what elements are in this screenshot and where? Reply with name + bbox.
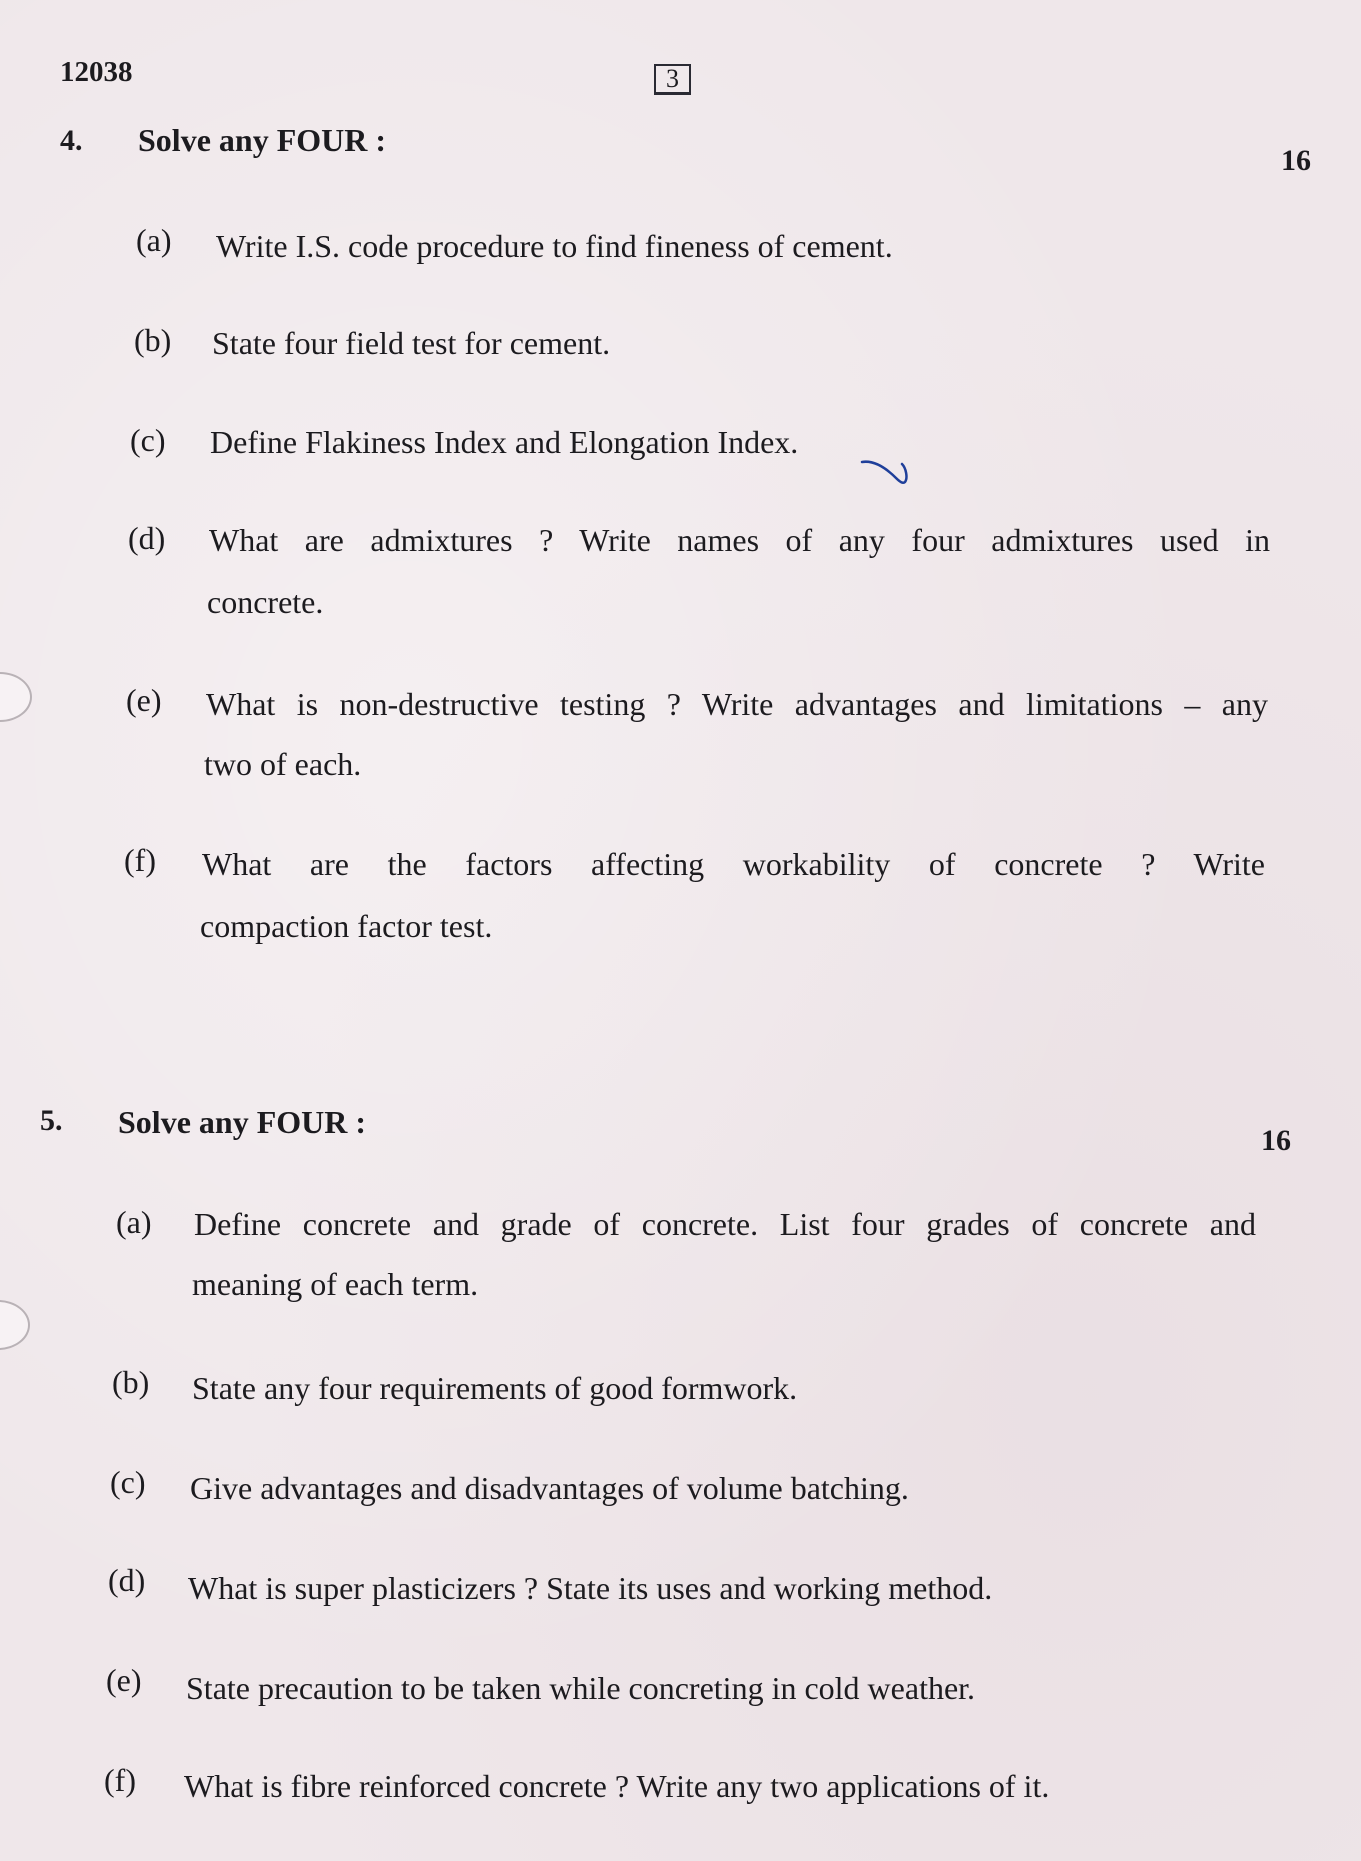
q4d-label: (d): [128, 520, 166, 556]
question-4-number: 4.: [60, 124, 83, 157]
q5c-text: Give advantages and disadvantages of volume batching.: [190, 1470, 909, 1506]
pen-check-mark: [860, 448, 920, 488]
q4b-text: State four field test for cement.: [212, 325, 611, 361]
q5a-label: (a): [116, 1204, 152, 1240]
q4f-line2: compaction factor test.: [200, 908, 493, 944]
q5a-line2: meaning of each term.: [192, 1266, 479, 1302]
question-5-number: 5.: [40, 1104, 63, 1137]
paper-code: 12038: [60, 56, 133, 88]
q5f-label: (f): [104, 1762, 136, 1798]
q5d-text: What is super plasticizers ? State its uses and working method.: [188, 1570, 993, 1606]
question-4-marks: 16: [1281, 144, 1311, 177]
q4b-label: (b): [134, 322, 172, 358]
question-5-title: Solve any FOUR :: [118, 1104, 366, 1140]
q4a-text: Write I.S. code procedure to find fineness of cement.: [216, 228, 893, 264]
q4c-text: Define Flakiness Index and Elongation Index.: [210, 424, 799, 460]
q4e-line2: two of each.: [204, 746, 362, 782]
q5b-text: State any four requirements of good formwork.: [192, 1370, 798, 1406]
q5d-label: (d): [108, 1562, 146, 1598]
q4c-label: (c): [130, 422, 166, 458]
q4e-label: (e): [126, 682, 162, 718]
q5e-text: State precaution to be taken while concreting in cold weather.: [186, 1670, 976, 1706]
q4f-label: (f): [124, 842, 156, 878]
q4a-label: (a): [136, 222, 172, 258]
page-number: 3: [654, 64, 691, 95]
q4e-line1: What is non-destructive testing ? Write advantages and limitations – any: [206, 686, 1268, 722]
punch-hole-top: [0, 672, 32, 722]
q5b-label: (b): [112, 1364, 150, 1400]
q5e-label: (e): [106, 1662, 142, 1698]
q4f-line1: What are the factors affecting workability of concrete ? Write: [202, 846, 1265, 882]
question-4-title: Solve any FOUR :: [138, 122, 386, 158]
question-5-marks: 16: [1261, 1124, 1291, 1157]
q5c-label: (c): [110, 1464, 146, 1500]
q4d-line2: concrete.: [207, 584, 324, 620]
punch-hole-bottom: [0, 1300, 30, 1350]
q5f-text: What is fibre reinforced concrete ? Write any two applications of it.: [184, 1768, 1050, 1804]
q4d-line1: What are admixtures ? Write names of any four admixtures used in: [209, 522, 1270, 558]
q5a-line1: Define concrete and grade of concrete. List four grades of concrete and: [194, 1206, 1256, 1242]
